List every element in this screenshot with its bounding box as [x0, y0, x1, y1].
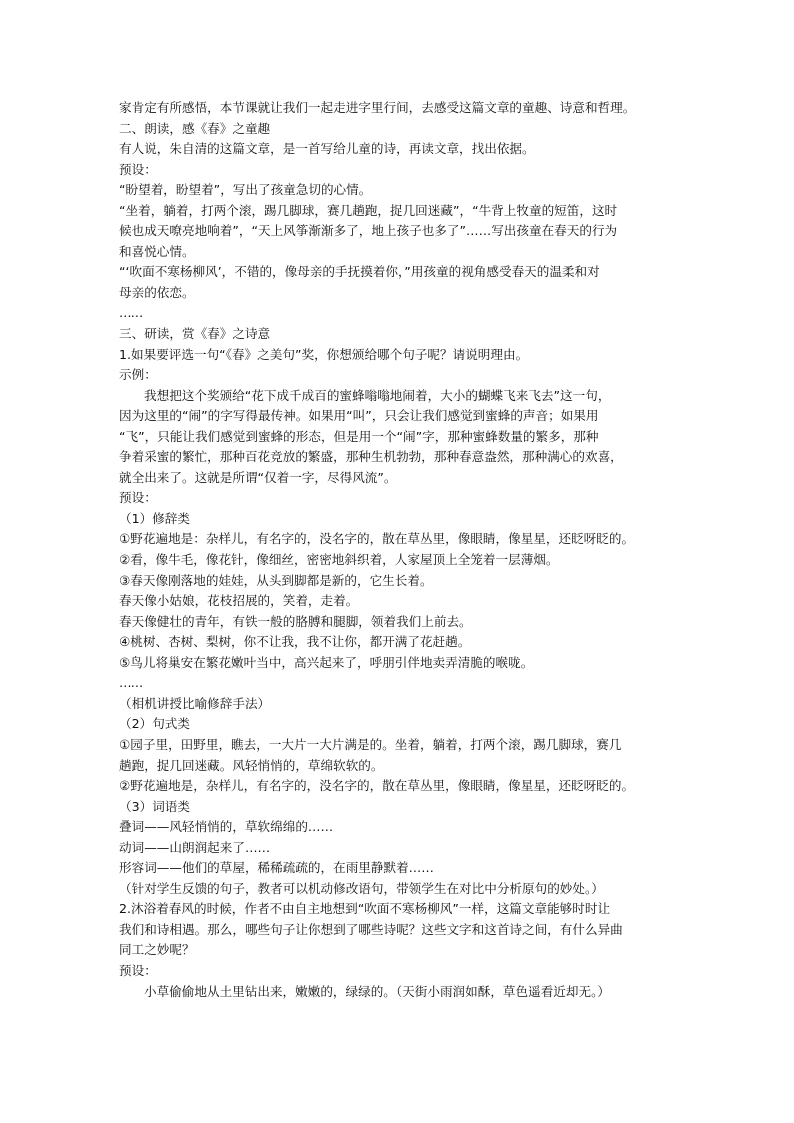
- text-line: （相机讲授比喻修辞手法）: [119, 695, 271, 711]
- text-line: “飞”，只能让我们感觉到蜜蜂的形态，但是用一个“闹”字，那种蜜蜂数量的繁多，那种: [119, 428, 599, 444]
- text-line: 家肯定有所感悟，本节课就让我们一起走进字里行间，去感受这篇文章的童趣、诗意和哲理。: [119, 100, 636, 115]
- text-line: （针对学生反馈的句子，教者可以机动修改语句，带领学生在对比中分析原句的妙处。）: [119, 880, 604, 896]
- text-line: 因为这里的“闹”的字写得最传神。如果用“叫”，只会让我们感觉到蜜蜂的声音；如果用: [119, 408, 599, 424]
- text-line: 春天像健壮的青年，有铁一般的胳膊和腿脚，领着我们上前去。: [119, 613, 472, 629]
- ellipsis-line: ……: [119, 305, 143, 321]
- category-heading: （3）词语类: [119, 798, 190, 814]
- text-line: 春天像小姑娘，花枝招展的，笑着，走着。: [119, 593, 359, 609]
- text-line: 趟跑，捉几回迷藏。风轻悄悄的，草绵软软的。: [119, 757, 384, 773]
- preset-label: 预设：: [119, 161, 157, 177]
- text-line: ②看，像牛毛，像花针，像细丝，密密地斜织着，人家屋顶上全笼着一层薄烟。: [119, 552, 559, 568]
- example-label: 示例：: [119, 367, 157, 383]
- text-line: “‘吹面不寒杨柳风’，不错的，像母亲的手抚摸着你，”用孩童的视角感受春天的温柔和对: [119, 264, 600, 280]
- text-line: ④桃树、杏树、梨树，你不让我，我不让你，都开满了花赶趟。: [119, 634, 471, 650]
- text-line: 我想把这个奖颁给“花下成千成百的蜜蜂嗡嗡地闹着，大小的蝴蝶飞来飞去”这一句，: [144, 387, 611, 403]
- text-line: 小草偷偷地从土里钻出来，嫩嫩的，绿绿的。（天街小雨润如酥，草色遥看近却无。）: [144, 983, 610, 999]
- text-line: ⑤鸟儿将巢安在繁花嫩叶当中，高兴起来了，呼朋引伴地卖弄清脆的喉咙。: [119, 654, 534, 670]
- text-line: ①园子里，田野里，瞧去，一大片一大片满是的。坐着，躺着，打两个滚，踢几脚球，赛几: [119, 736, 622, 752]
- category-heading: （2）句式类: [119, 716, 190, 732]
- ellipsis-line: ……: [119, 675, 143, 691]
- section-heading: 二、朗读，感《春》之童趣: [119, 120, 271, 136]
- text-line: 母亲的依恋。: [119, 284, 195, 300]
- text-line: 就全出来了。这就是所谓“仅着一字，尽得风流”。: [119, 469, 397, 485]
- text-line: 候也成天嘹亮地响着”，“天上风筝渐渐多了，地上孩子也多了”……写出孩童在春天的行为: [119, 223, 618, 239]
- question-line: 1.如果要评选一句“《春》之美句”奖，你想颁给哪个句子呢？请说明理由。: [119, 346, 529, 362]
- text-line: “盼望着，盼望着”，写出了孩童急切的心情。: [119, 182, 372, 198]
- text-line: 和喜悦心情。: [119, 243, 195, 259]
- document-page: [119, 98, 691, 1002]
- category-heading: （1）修辞类: [119, 510, 190, 526]
- text-line: ③春天像刚落地的娃娃，从头到脚都是新的，它生长着。: [119, 572, 433, 588]
- text-line: 争着采蜜的繁忙，那种百花竞放的繁盛，那种生机勃勃，那种春意盎然，那种满心的欢喜，: [119, 449, 623, 465]
- text-line: 形容词——他们的草屋，稀稀疏疏的，在雨里静默着……: [119, 860, 434, 876]
- text-line: “坐着，躺着，打两个滚，踢几脚球，赛几趟跑，捉几回迷藏”，“牛背上牧童的短笛，这时: [119, 202, 618, 218]
- text-line: ②野花遍地是，杂样儿，有名字的，没名字的，散在草丛里，像眼睛，像星星，还眨呀眨的。: [119, 778, 635, 794]
- text-line: 我们和诗相遇。那么，哪些句子让你想到了哪些诗呢？这些文字和这首诗之间，有什么异曲: [119, 921, 623, 937]
- text-line: 动词——山朗润起来了……: [119, 839, 271, 855]
- text-line: ①野花遍地是：杂样儿，有名字的，没名字的，散在草丛里，像眼睛，像星星，还眨呀眨的。: [119, 531, 635, 547]
- section-heading: 三、研读，赏《春》之诗意: [119, 326, 271, 342]
- question-line: 2.沐浴着春风的时候，作者不由自主地想到“吹面不寒杨柳风”一样，这篇文章能够时时让: [119, 901, 611, 917]
- preset-label: 预设：: [119, 490, 157, 506]
- text-line: 有人说，朱自清的这篇文章，是一首写给儿童的诗，再读文章，找出依据。: [119, 141, 535, 157]
- text-line: 叠词——风轻悄悄的，草软绵绵的……: [119, 819, 334, 835]
- text-line: 同工之妙呢？: [119, 942, 195, 958]
- preset-label: 预设：: [119, 962, 157, 978]
